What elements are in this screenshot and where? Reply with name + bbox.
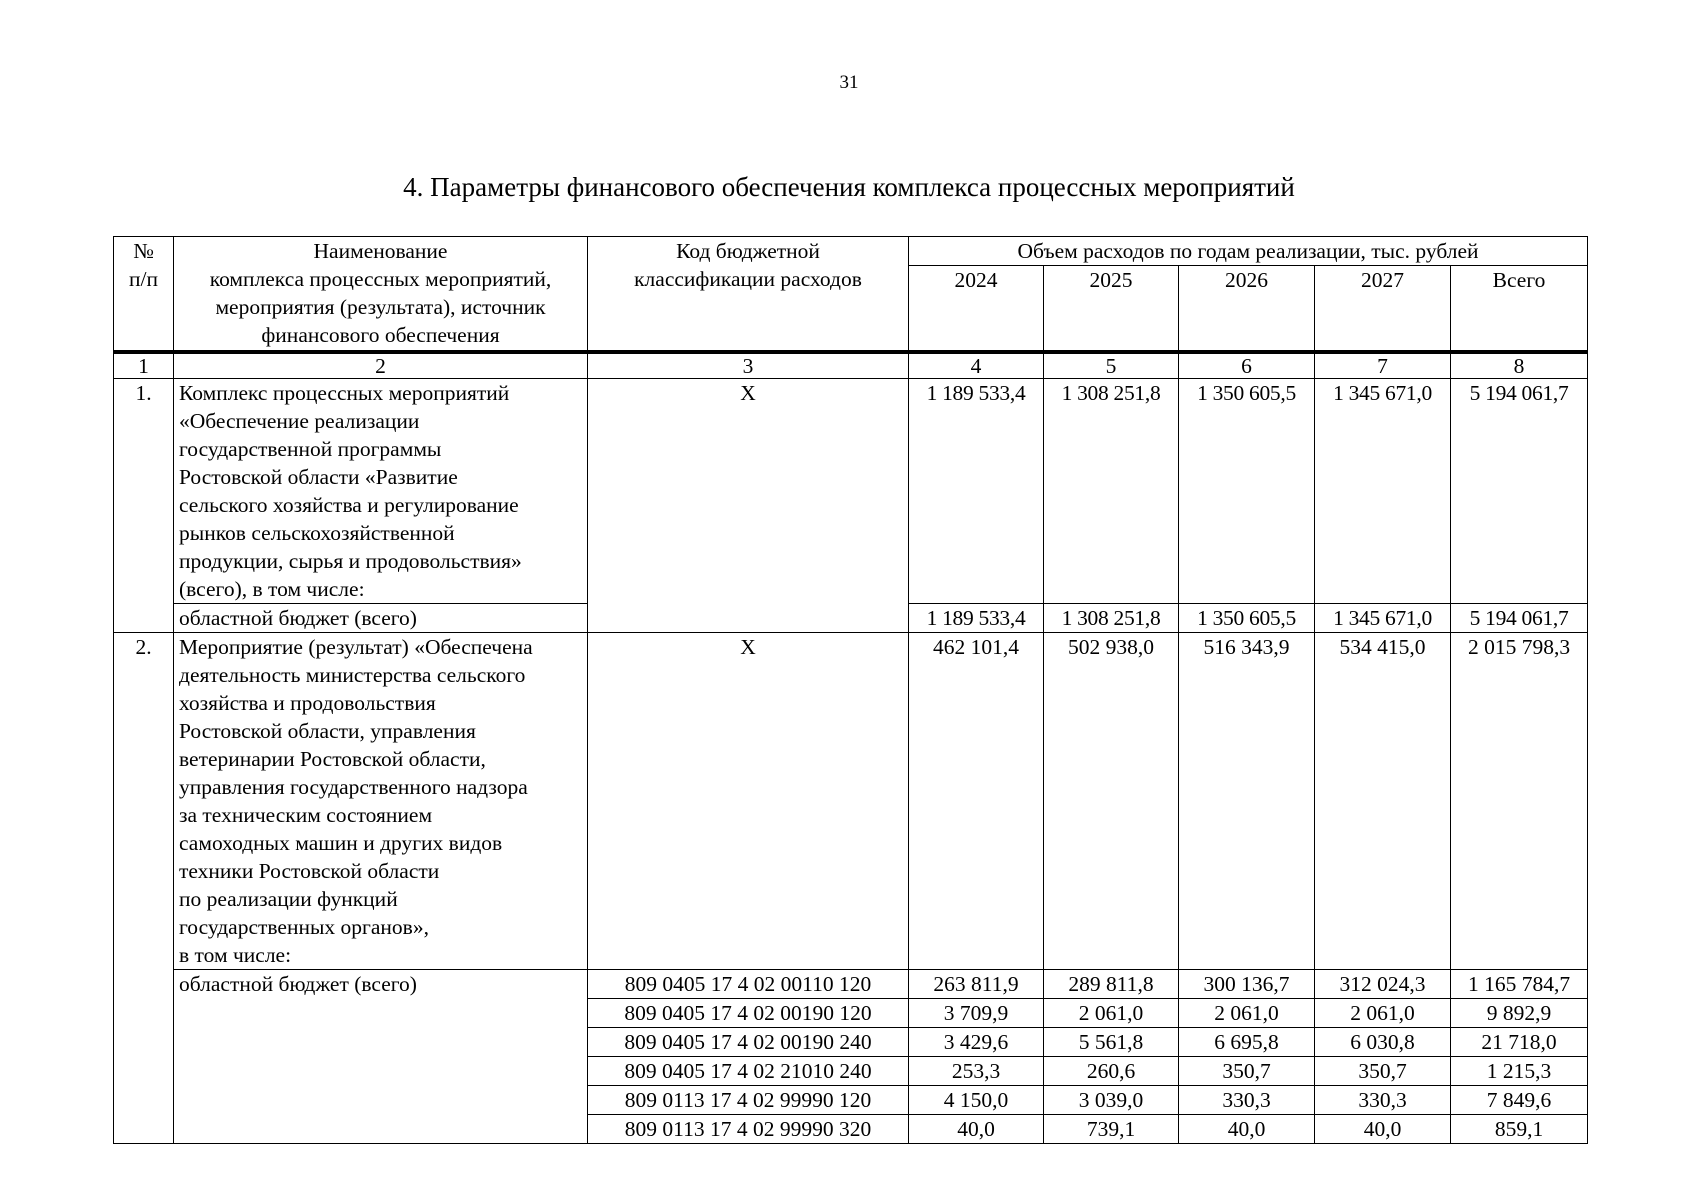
row-name-line: государственной программы [179,437,442,461]
table-row [114,633,1588,970]
row-name-line: Ростовской области «Развитие [179,465,458,489]
value-cell: 260,6 [1044,1057,1179,1086]
value-cell: 462 101,4 [909,633,1044,970]
value-cell: 350,7 [1179,1057,1315,1086]
column-number: 7 [1315,352,1451,379]
value-cell: 350,7 [1315,1057,1451,1086]
value-cell: 7 849,6 [1451,1086,1588,1115]
value-cell: 9 892,9 [1451,999,1588,1028]
row-name-line: Комплекс процессных мероприятий [179,381,510,405]
value-cell: 1 308 251,8 [1044,379,1179,604]
code-cell: 809 0113 17 4 02 99990 320 [588,1115,909,1144]
value-cell: 5 194 061,7 [1451,604,1588,633]
column-number: 4 [909,352,1044,379]
value-cell: 534 415,0 [1315,633,1451,970]
value-cell: 1 345 671,0 [1315,604,1451,633]
row-name-line: самоходных машин и других видов [179,831,503,855]
value-cell: 4 150,0 [909,1086,1044,1115]
code-cell: 809 0405 17 4 02 00190 120 [588,999,909,1028]
row-num: 2. [114,633,174,1144]
value-cell: 859,1 [1451,1115,1588,1144]
header-year: 2026 [1179,266,1315,353]
value-cell: 1 345 671,0 [1315,379,1451,604]
row-name-line: ветеринарии Ростовской области, [179,747,486,771]
table-subrow [114,970,1588,999]
value-cell: 263 811,9 [909,970,1044,999]
value-cell: 2 061,0 [1179,999,1315,1028]
value-cell: 516 343,9 [1179,633,1315,970]
value-cell: 40,0 [1315,1115,1451,1144]
value-cell: 3 429,6 [909,1028,1044,1057]
value-cell: 2 061,0 [1315,999,1451,1028]
header-name-line: Наименование [313,239,448,263]
value-cell: 6 695,8 [1179,1028,1315,1057]
header-name-line: мероприятия (результата), источник [215,295,546,319]
value-cell: 5 194 061,7 [1451,379,1588,604]
header-total: Всего [1451,266,1588,353]
header-code-line: Код бюджетной [676,239,820,263]
value-cell: 330,3 [1179,1086,1315,1115]
value-cell: 6 030,8 [1315,1028,1451,1057]
page-title: 4. Параметры финансового обеспечения комплекса процессных мероприятий [403,172,1295,202]
value-cell: 1 350 605,5 [1179,604,1315,633]
row-name-line: хозяйства и продовольствия [179,691,436,715]
row-name-line: техники Ростовской области [179,859,440,883]
value-cell: 3 039,0 [1044,1086,1179,1115]
column-number: 3 [588,352,909,379]
header-name-line: финансового обеспечения [261,323,500,347]
value-cell: 1 350 605,5 [1179,379,1315,604]
row-code: Х [588,379,909,633]
column-number: 5 [1044,352,1179,379]
row-name-line: продукции, сырья и продовольствия» [179,549,522,573]
column-number: 8 [1451,352,1588,379]
row-name-line: рынков сельскохозяйственной [179,521,455,545]
row-name-line: государственных органов», [179,915,429,939]
value-cell: 739,1 [1044,1115,1179,1144]
row-name-line: (всего), в том числе: [179,577,365,601]
value-cell: 330,3 [1315,1086,1451,1115]
value-cell: 289 811,8 [1044,970,1179,999]
row-name-line: за техническим состоянием [179,803,433,827]
column-numbers-row [114,352,1588,379]
header-name [174,237,588,353]
value-cell: 1 215,3 [1451,1057,1588,1086]
code-cell: 809 0113 17 4 02 99990 120 [588,1086,909,1115]
row-name-line: Мероприятие (результат) «Обеспечена [179,635,533,659]
header-year: 2027 [1315,266,1451,353]
value-cell: 2 015 798,3 [1451,633,1588,970]
value-cell: 312 024,3 [1315,970,1451,999]
row-name-line: по реализации функций [179,887,398,911]
value-cell: 21 718,0 [1451,1028,1588,1057]
row-code: Х [588,633,909,970]
code-cell: 809 0405 17 4 02 21010 240 [588,1057,909,1086]
row-subname: областной бюджет (всего) [174,970,588,1144]
value-cell: 1 189 533,4 [909,604,1044,633]
row-name [174,633,588,970]
header-row [114,237,1588,266]
value-cell: 40,0 [1179,1115,1315,1144]
header-num [114,237,174,353]
column-number: 2 [174,352,588,379]
financing-table [113,236,1588,1144]
header-code [588,237,909,353]
page-number: 31 [839,72,859,93]
code-cell: 809 0405 17 4 02 00110 120 [588,970,909,999]
row-subname: областной бюджет (всего) [174,604,588,633]
value-cell: 253,3 [909,1057,1044,1086]
header-year: 2025 [1044,266,1179,353]
row-name-line: управления государственного надзора [179,775,528,799]
table-row [114,379,1588,604]
value-cell: 1 165 784,7 [1451,970,1588,999]
header-code-line: классификации расходов [634,267,862,291]
column-number: 6 [1179,352,1315,379]
header-num-line: № [133,239,154,263]
row-name-line: сельского хозяйства и регулирование [179,493,519,517]
value-cell: 1 189 533,4 [909,379,1044,604]
value-cell: 502 938,0 [1044,633,1179,970]
column-number: 1 [114,352,174,379]
row-name-line: в том числе: [179,943,292,967]
header-num-line: п/п [129,267,158,291]
code-cell: 809 0405 17 4 02 00190 240 [588,1028,909,1057]
row-name-line: «Обеспечение реализации [179,409,420,433]
value-cell: 40,0 [909,1115,1044,1144]
header-year: 2024 [909,266,1044,353]
row-name-line: деятельность министерства сельского [179,663,526,687]
value-cell: 3 709,9 [909,999,1044,1028]
row-num: 1. [114,379,174,633]
value-cell: 1 308 251,8 [1044,604,1179,633]
row-name [174,379,588,604]
value-cell: 2 061,0 [1044,999,1179,1028]
header-name-line: комплекса процессных мероприятий, [209,267,552,291]
value-cell: 5 561,8 [1044,1028,1179,1057]
value-cell: 300 136,7 [1179,970,1315,999]
header-volume: Объем расходов по годам реализации, тыс. рублей [909,237,1588,266]
row-name-line: Ростовской области, управления [179,719,476,743]
